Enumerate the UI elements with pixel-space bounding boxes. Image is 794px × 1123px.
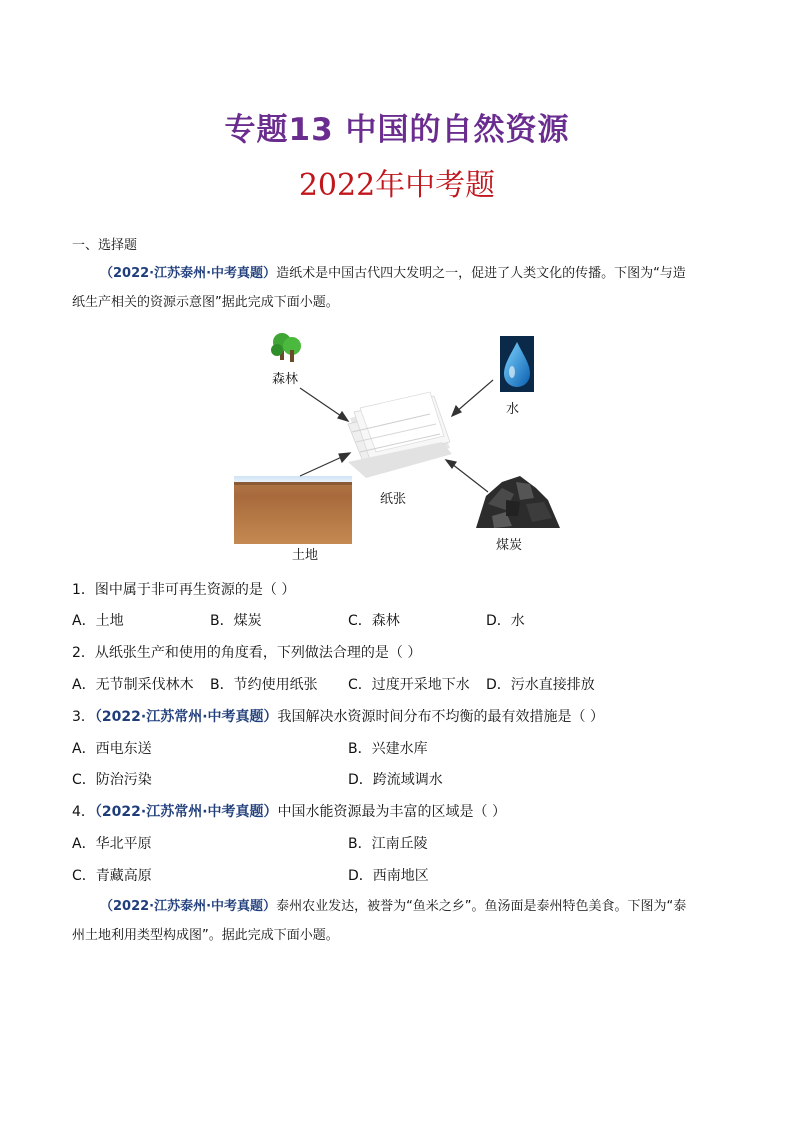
question-4-option-d: D．西南地区 [348, 868, 429, 884]
question-4-text: 中国水能资源最为丰富的区域是（ ） [277, 804, 506, 820]
resource-diagram [230, 332, 570, 564]
label-forest: 森林 [272, 372, 299, 387]
passage-1-line-1: 造纸术是中国古代四大发明之一，促进了人类文化的传播。下图为“与造 [276, 266, 686, 281]
question-4-option-a: A．华北平原 [72, 836, 152, 852]
label-coal: 煤炭 [496, 538, 523, 553]
tree-icon [271, 333, 301, 362]
question-3-option-a: A．西电东送 [72, 741, 152, 757]
question-1-option-c: C．森林 [348, 613, 400, 629]
question-1-option-b: B．煤炭 [210, 613, 262, 629]
water-drop-icon [500, 336, 534, 392]
label-land: 土地 [292, 548, 319, 563]
question-4-number: 4． [72, 804, 95, 820]
question-3-option-d: D．跨流域调水 [348, 772, 443, 788]
question-2-option-d: D．污水直接排放 [486, 677, 595, 693]
passage-2-source: （2022·江苏泰州·中考真题） [100, 899, 277, 914]
question-2-option-a: A．无节制采伐林木 [72, 677, 194, 693]
question-4-source: （2022·江苏常州·中考真题） [94, 804, 278, 820]
question-2-option-b: B．节约使用纸张 [210, 677, 318, 693]
question-3-source: （2022·江苏常州·中考真题） [94, 709, 278, 725]
question-3-option-c: C．防治污染 [72, 772, 152, 788]
question-2-stem: 2．从纸张生产和使用的角度看，下列做法合理的是（ ） [72, 645, 422, 661]
page-subtitle: 2022年中考题 [298, 168, 496, 203]
question-2-option-c: C．过度开采地下水 [348, 677, 470, 693]
passage-2 [72, 892, 732, 950]
passage-2-line-1: 泰州农业发达，被誉为“鱼米之乡”。鱼汤面是泰州特色美食。下图为“泰 [276, 899, 687, 914]
section-heading: 一、选择题 [72, 238, 138, 253]
paper-stack-icon [348, 392, 452, 478]
label-paper: 纸张 [380, 492, 407, 507]
question-3-text: 我国解决水资源时间分布不均衡的最有效措施是（ ） [277, 709, 604, 725]
question-4-stem [72, 801, 506, 821]
resource-figure [230, 332, 570, 564]
passage-2-line-2: 州土地利用类型构成图”。据此完成下面小题。 [72, 928, 339, 943]
passage-1-source: （2022·江苏泰州·中考真题） [100, 266, 277, 281]
question-4-option-b: B．江南丘陵 [348, 836, 428, 852]
page-title: 专题13 中国的自然资源 [224, 112, 570, 148]
question-1-stem: 1．图中属于非可再生资源的是（ ） [72, 582, 296, 598]
question-3-number: 3． [72, 709, 95, 725]
passage-1 [72, 230, 732, 317]
question-1-option-a: A．土地 [72, 613, 124, 629]
label-water: 水 [506, 402, 520, 417]
question-3-stem [72, 706, 604, 726]
question-3-option-b: B．兴建水库 [348, 741, 428, 757]
coal-icon [476, 476, 560, 528]
land-photo [234, 476, 352, 544]
passage-1-line-2: 纸生产相关的资源示意图”据此完成下面小题。 [72, 295, 339, 310]
question-1-option-d: D．水 [486, 613, 525, 629]
question-4-option-c: C．青藏高原 [72, 868, 152, 884]
